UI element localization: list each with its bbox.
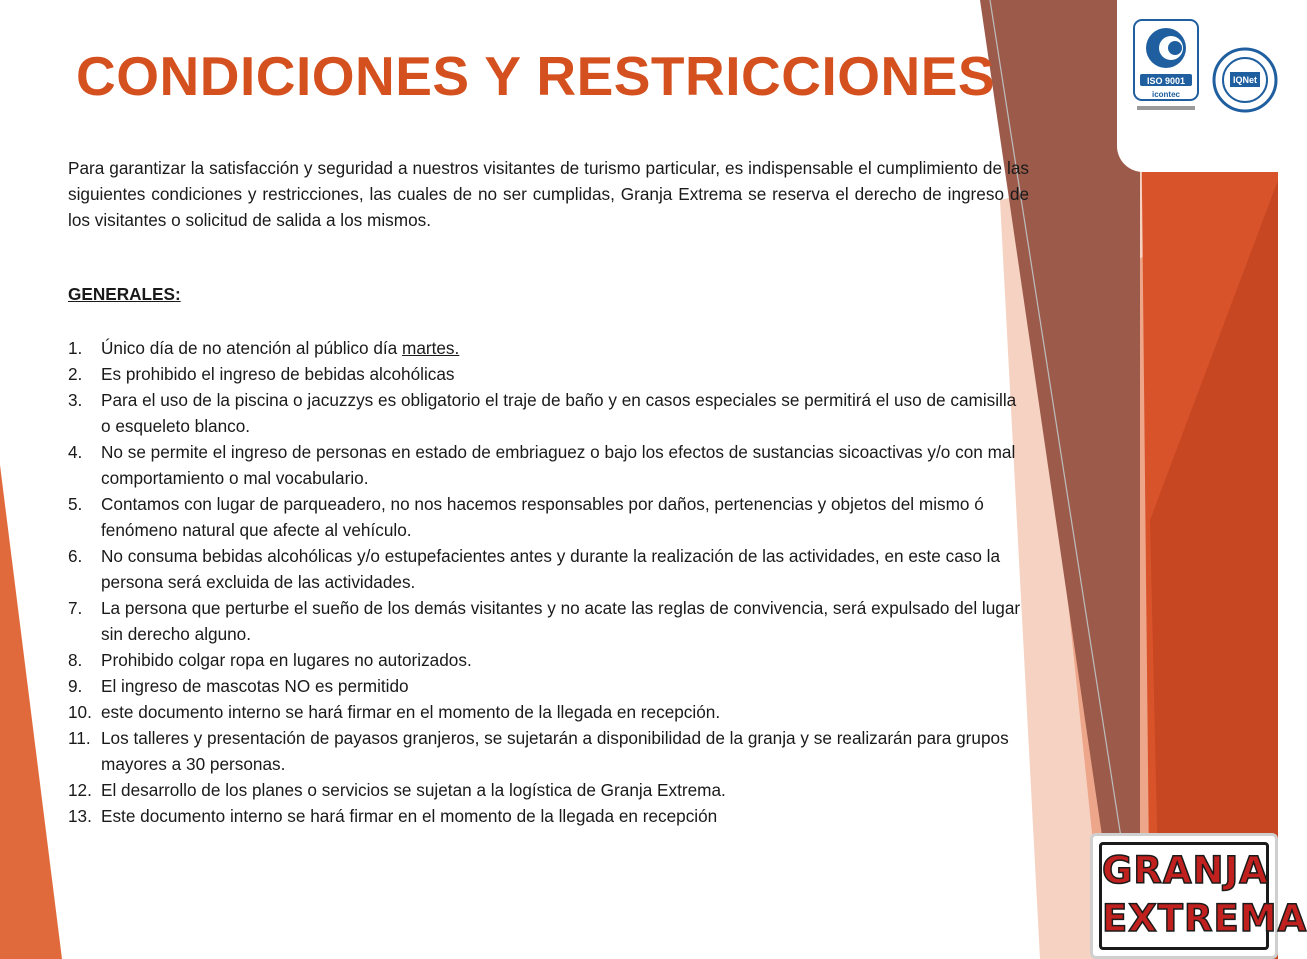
- rule-number: 10.: [68, 702, 92, 722]
- iso-label: ISO 9001: [1146, 76, 1186, 86]
- rule-number: 13.: [68, 806, 92, 826]
- rule-text: El ingreso de mascotas NO es permitido: [101, 676, 409, 696]
- rule-number: 7.: [68, 598, 83, 618]
- page-title: CONDICIONES Y RESTRICCIONES: [76, 45, 996, 107]
- rule-number: 11.: [68, 728, 91, 748]
- intro-paragraph: Para garantizar la satisfacción y seguridad a nuestros visitantes de turismo particular, es indispensable el cumplimiento de las siguientes condiciones y restricciones, las cuales de no ser cumplidas, Granja Extrema se reserva el derecho de ingreso de los visitantes o solicitud de salida a los mismos.: [68, 158, 1029, 230]
- icontec-iso-9001-seal: [1134, 20, 1198, 110]
- rule-number: 8.: [68, 650, 83, 670]
- rule-item: [68, 361, 1028, 387]
- rule-emphasis: martes.: [402, 338, 460, 358]
- left-accent-shape: [0, 465, 62, 959]
- rule-item: [68, 699, 1028, 725]
- rule-number: 5.: [68, 494, 83, 514]
- rule-text: El desarrollo de los planes o servicios se sujetan a la logística de Granja Extrema.: [101, 780, 726, 800]
- logo-line-1: GRANJA: [1102, 849, 1269, 892]
- rule-text: La persona que perturbe el sueño de los demás visitantes y no acate las reglas de convivencia, será expulsado del lugar sin derecho alguno.: [101, 598, 1021, 644]
- rule-item: [68, 387, 1028, 439]
- rules-list: [68, 335, 1028, 829]
- rule-item: [68, 647, 1028, 673]
- certification-panel: [1117, 0, 1278, 172]
- rule-item: [68, 673, 1028, 699]
- rule-item: [68, 595, 1028, 647]
- rule-number: 2.: [68, 364, 83, 384]
- rule-text: Para el uso de la piscina o jacuzzys es obligatorio el traje de baño y en casos especiales se permitirá el uso de camisilla o esqueleto blanco.: [101, 390, 1017, 436]
- rule-text: No se permite el ingreso de personas en estado de embriaguez o bajo los efectos de sustancias sicoactivas y/o con mal comportamiento o mal vocabulario.: [101, 442, 1016, 488]
- granja-extrema-logo: [1090, 833, 1307, 959]
- rule-text: Contamos con lugar de parqueadero, no nos hacemos responsables por daños, pertenencias y objetos del mismo ó fenómeno natural que afecte al vehículo.: [101, 494, 984, 540]
- rule-item: [68, 335, 1028, 361]
- rule-text: Los talleres y presentación de payasos granjeros, se sujetarán a disponibilidad de la granja y se realizarán para grupos mayores a 30 personas.: [101, 728, 1009, 774]
- rule-text: Este documento interno se hará firmar en el momento de la llegada en recepción: [101, 806, 718, 826]
- rule-number: 1.: [68, 338, 83, 358]
- rule-number: 3.: [68, 390, 83, 410]
- logo-line-2: EXTREMA: [1102, 897, 1307, 940]
- rule-number: 4.: [68, 442, 83, 462]
- rule-text: Único día de no atención al público día: [101, 338, 402, 358]
- rule-item: [68, 725, 1028, 777]
- rule-item: [68, 491, 1028, 543]
- rule-number: 9.: [68, 676, 83, 696]
- section-heading-generales: GENERALES:: [68, 284, 181, 304]
- rule-text: Prohibido colgar ropa en lugares no autorizados.: [101, 650, 472, 670]
- rule-number: 6.: [68, 546, 83, 566]
- rule-item: [68, 439, 1028, 491]
- rule-item: [68, 543, 1028, 595]
- rule-item: [68, 777, 1028, 803]
- rule-text: Es prohibido el ingreso de bebidas alcohólicas: [101, 364, 455, 384]
- certification-badges: [1117, 0, 1278, 172]
- iqnet-label: IQNet: [1232, 75, 1258, 85]
- rule-text: este documento interno se hará firmar en el momento de la llegada en recepción.: [101, 702, 721, 722]
- iqnet-seal: [1214, 49, 1276, 111]
- rule-item: [68, 803, 1028, 829]
- rule-number: 12.: [68, 780, 92, 800]
- icontec-brand-label: icontec: [1151, 90, 1181, 99]
- rule-text: No consuma bebidas alcohólicas y/o estupefacientes antes y durante la realización de las actividades, en este caso la persona será excluida de las actividades.: [101, 546, 1001, 592]
- logo-frame: [1099, 842, 1307, 950]
